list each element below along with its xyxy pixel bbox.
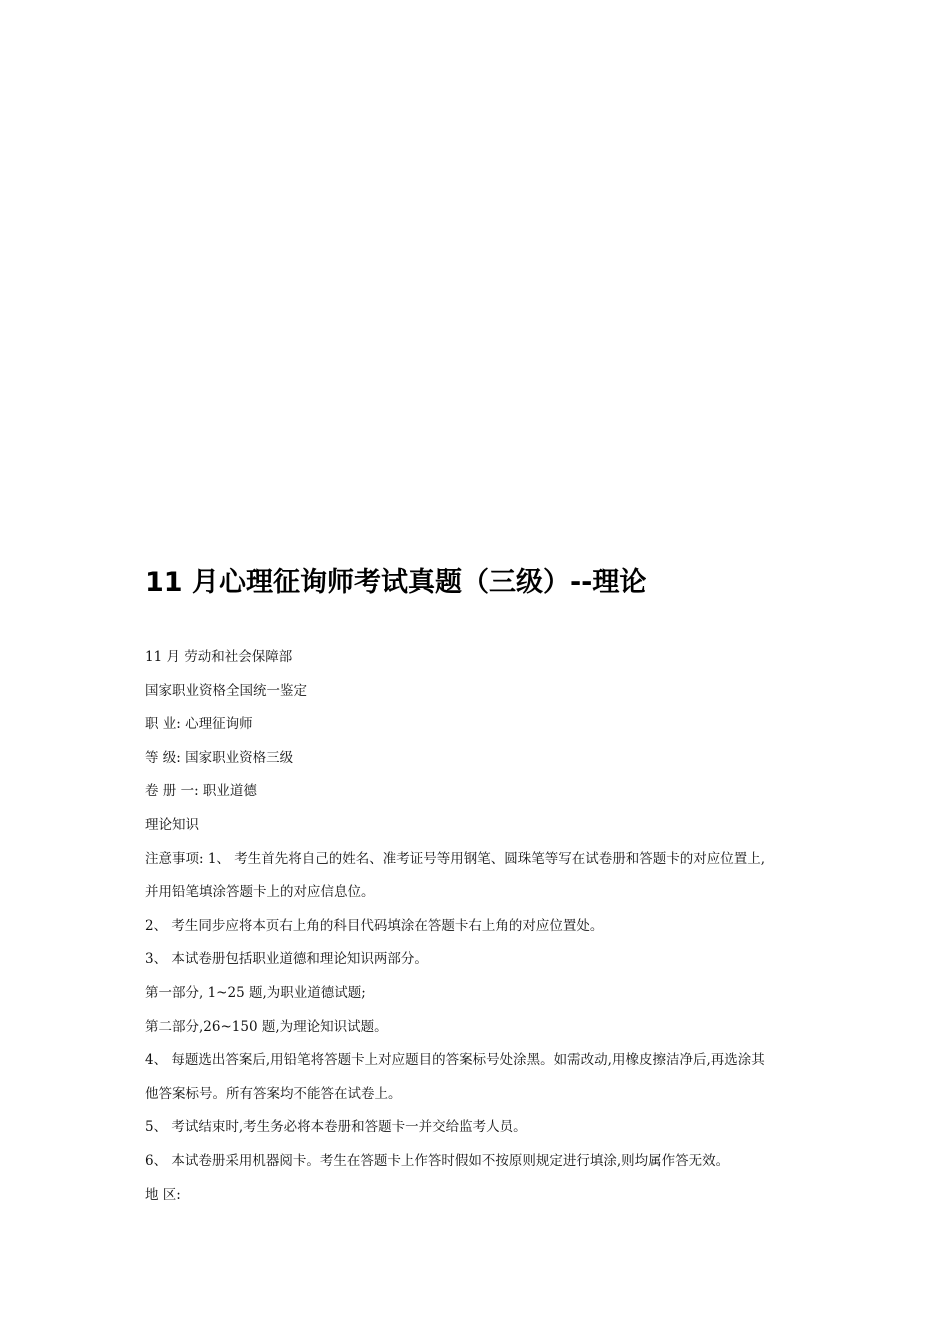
line-notice-4-cont: 他答案标号。所有答案均不能答在试卷上。 xyxy=(145,1085,402,1102)
line-exam-authority: 国家职业资格全国统一鉴定 xyxy=(145,682,307,699)
line-notice-1: 注意事项: 1、 考生首先将自己的姓名、准考证号等用钢笔、圆珠笔等写在试卷册和答题卡的对应位置上, xyxy=(145,850,766,867)
document-title: 11 月心理征询师考试真题（三级）--理论 xyxy=(145,567,647,598)
line-occupation: 职 业: 心理征询师 xyxy=(145,716,253,733)
line-volume: 卷 册 一: 职业道德 xyxy=(145,783,257,800)
line-region: 地 区: xyxy=(145,1186,181,1203)
line-notice-3: 3、 本试卷册包括职业道德和理论知识两部分。 xyxy=(145,951,428,968)
document-body xyxy=(145,641,815,1212)
line-notice-1-cont: 并用铅笔填涂答题卡上的对应信息位。 xyxy=(145,884,375,901)
line-notice-4: 4、 每题选出答案后,用铅笔将答题卡上对应题目的答案标号处涂黑。如需改动,用橡皮擦洁净后,再选涂其 xyxy=(145,1052,765,1069)
line-notice-6: 6、 本试卷册采用机器阅卡。考生在答题卡上作答时假如不按原则规定进行填涂,则均属作答无效。 xyxy=(145,1152,730,1169)
line-level: 等 级: 国家职业资格三级 xyxy=(145,749,294,766)
line-notice-5: 5、 考试结束时,考生务必将本卷册和答题卡一并交给监考人员。 xyxy=(145,1119,527,1136)
line-notice-2: 2、 考生同步应将本页右上角的科目代码填涂在答题卡右上角的对应位置处。 xyxy=(145,917,604,934)
line-part-one: 第一部分, 1~25 题,为职业道德试题; xyxy=(145,984,366,1001)
line-date-issuer: 11 月 劳动和社会保障部 xyxy=(145,649,293,665)
line-theory: 理论知识 xyxy=(145,816,199,833)
line-part-two: 第二部分,26~150 题,为理论知识试题。 xyxy=(145,1018,388,1035)
